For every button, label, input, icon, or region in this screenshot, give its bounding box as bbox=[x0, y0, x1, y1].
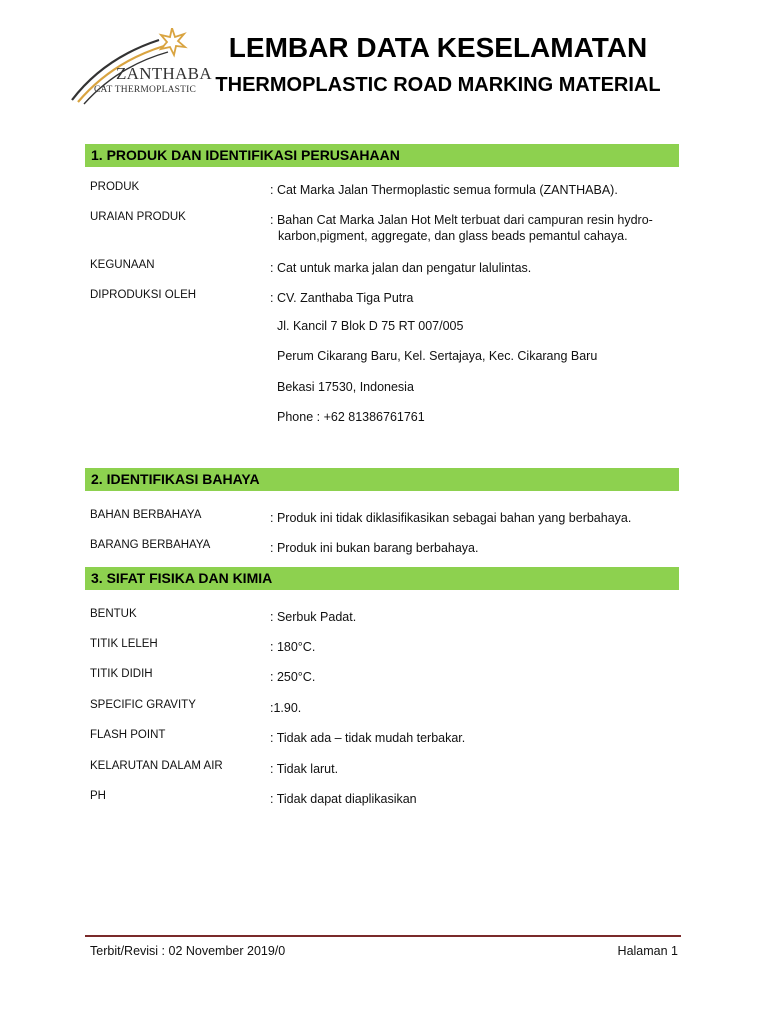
row-value: :1.90. bbox=[270, 701, 302, 715]
address-line: Jl. Kancil 7 Blok D 75 RT 007/005 bbox=[277, 319, 464, 333]
footer-page-number: Halaman 1 bbox=[617, 944, 678, 958]
row-value: : Produk ini bukan barang berbahaya. bbox=[270, 541, 479, 555]
row-label: DIPRODUKSI OLEH bbox=[90, 289, 197, 301]
row-label: TITIK LELEH bbox=[90, 638, 158, 650]
section-2-title: 2. IDENTIFIKASI BAHAYA bbox=[91, 471, 260, 487]
footer-revision: Terbit/Revisi : 02 November 2019/0 bbox=[90, 944, 286, 958]
row-value: : Cat untuk marka jalan dan pengatur lalulintas. bbox=[270, 261, 532, 275]
row-value: : 250°C. bbox=[270, 670, 316, 684]
row-value: : Tidak larut. bbox=[270, 762, 339, 776]
row-value: : Tidak ada – tidak mudah terbakar. bbox=[270, 731, 466, 745]
document-title: LEMBAR DATA KESELAMATAN bbox=[228, 32, 648, 63]
company-logo bbox=[64, 28, 212, 108]
row-label: PH bbox=[90, 790, 106, 802]
row-value: : CV. Zanthaba Tiga Putra bbox=[270, 291, 414, 305]
star-icon bbox=[161, 28, 185, 55]
row-label: TITIK DIDIH bbox=[90, 668, 153, 680]
row-label: PRODUK bbox=[90, 181, 140, 193]
phone-line: Phone : +62 81386761761 bbox=[277, 410, 425, 424]
row-value: : Serbuk Padat. bbox=[270, 610, 357, 624]
section-1-header bbox=[85, 144, 679, 167]
section-3-header bbox=[85, 567, 679, 590]
section-1-title: 1. PRODUK DAN IDENTIFIKASI PERUSAHAAN bbox=[91, 147, 400, 163]
address-line: Bekasi 17530, Indonesia bbox=[277, 380, 414, 394]
row-label: KEGUNAAN bbox=[90, 259, 155, 271]
row-value: : Bahan Cat Marka Jalan Hot Melt terbuat dari campuran resin hydro- bbox=[270, 213, 653, 227]
row-label: BAHAN BERBAHAYA bbox=[90, 509, 202, 521]
row-label: BARANG BERBAHAYA bbox=[90, 539, 211, 551]
row-value: : Cat Marka Jalan Thermoplastic semua formula (ZANTHABA). bbox=[270, 183, 618, 197]
row-label: FLASH POINT bbox=[90, 729, 166, 741]
logo-name: ZANTHABA bbox=[116, 64, 212, 83]
section-3-title: 3. SIFAT FISIKA DAN KIMIA bbox=[91, 570, 273, 586]
footer-divider bbox=[85, 935, 681, 937]
row-value: : Tidak dapat diaplikasikan bbox=[270, 792, 417, 806]
row-value: : Produk ini tidak diklasifikasikan sebagai bahan yang berbahaya. bbox=[270, 511, 632, 525]
address-line: Perum Cikarang Baru, Kel. Sertajaya, Kec. Cikarang Baru bbox=[277, 349, 598, 363]
row-label: SPECIFIC GRAVITY bbox=[90, 699, 196, 711]
row-value-continuation: karbon,pigment, aggregate, dan glass beads pemantul cahaya. bbox=[278, 229, 628, 243]
row-label: URAIAN PRODUK bbox=[90, 211, 186, 223]
document-subtitle: THERMOPLASTIC ROAD MARKING MATERIAL bbox=[215, 74, 661, 96]
row-value: : 180°C. bbox=[270, 640, 316, 654]
section-2-header bbox=[85, 468, 679, 491]
logo-subtitle: CAT THERMOPLASTIC bbox=[94, 85, 197, 95]
row-label: KELARUTAN DALAM AIR bbox=[90, 760, 223, 772]
row-label: BENTUK bbox=[90, 608, 137, 620]
